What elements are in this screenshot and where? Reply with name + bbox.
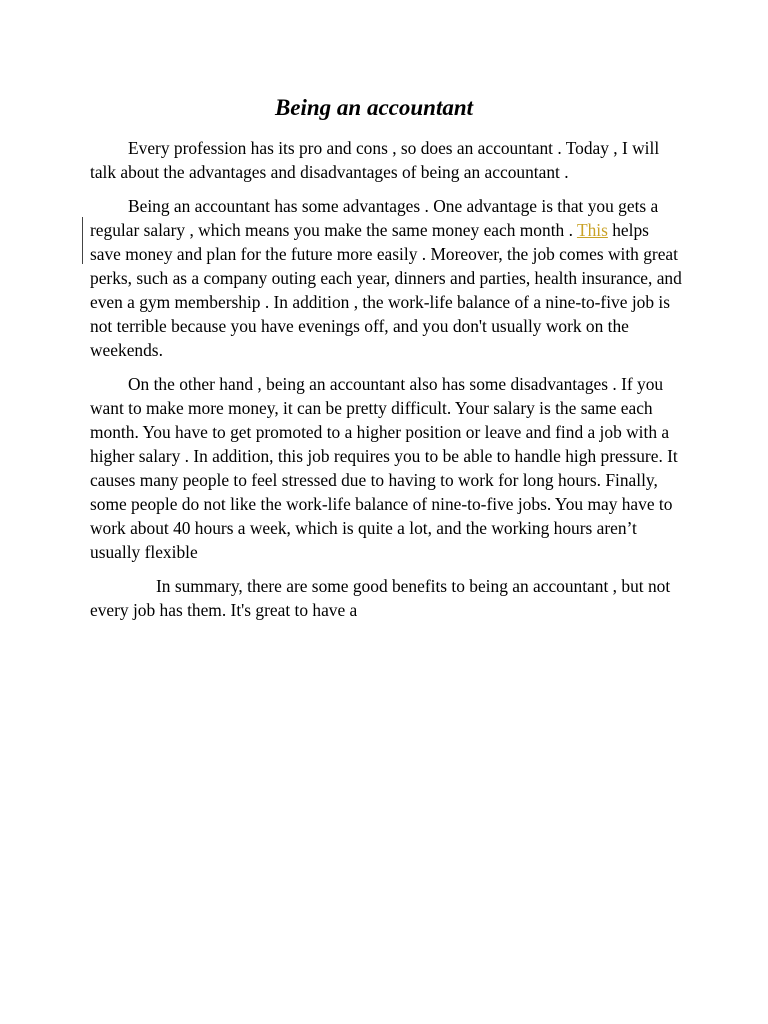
paragraph-disadvantages: On the other hand , being an accountant also has some disadvantages . If you want to make more money, it can be pretty difficult. Your salary is the same each month. You have to get promoted to a higher position or leave and find a job with a higher salary . In addition, this job requires you to be able to handle high pressure. It causes many people to feel stressed due to having to work for long hours. Finally, some people do not like the work-life balance of nine-to-five jobs. You may have to work about 40 hours a week, which is quite a lot, and the working hours aren’t usually flexible bbox=[90, 374, 678, 562]
paragraph-advantages-part1: Being an accountant has some advantages . One advantage is that you gets a regular salary , which means you make the same money each month . bbox=[90, 196, 659, 240]
paragraph-advantages bbox=[90, 194, 682, 362]
document-body[interactable] bbox=[90, 136, 682, 632]
change-bar bbox=[82, 217, 83, 264]
paragraph-intro: Every profession has its pro and cons , so does an accountant . Today , I will talk about the advantages and disadvantages of being an accountant . bbox=[90, 138, 660, 182]
document-title: Being an accountant bbox=[274, 95, 474, 120]
highlighted-word-link[interactable]: This bbox=[576, 220, 608, 240]
paragraph-advantages-part2: helps save money and plan for the future more easily . Moreover, the job comes with great perks, such as a company outing each year, dinners and parties, health insurance, and even a gym membership . In addition , the work-life balance of a nine-to-five job is not terrible because you have evenings off, and you don't usually work on the weekends. bbox=[90, 220, 682, 360]
paragraph-summary: In summary, there are some good benefits to being an accountant , but not every job has them. It's great to have a bbox=[90, 576, 671, 620]
